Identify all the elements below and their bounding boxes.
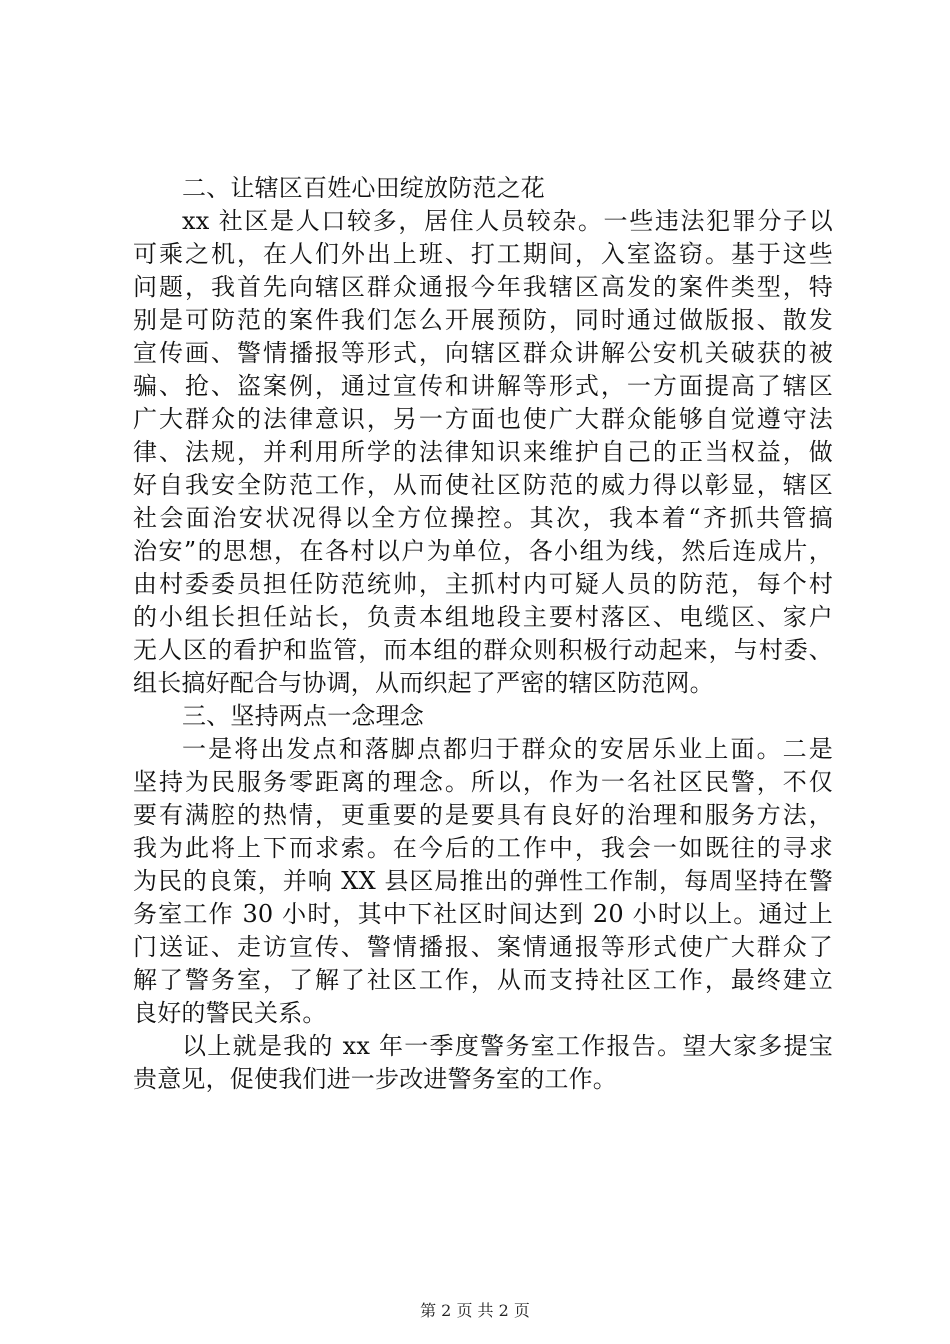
text-line: 的小组长担任站长，负责本组地段主要村落区、电缆区、家户 (133, 603, 833, 631)
page-footer: 第 2 页 共 2 页 (420, 1301, 530, 1320)
text-line: 社会面治安状况得以全方位操控。其次，我本着“齐抓共管搞 (133, 504, 833, 532)
text-line: 好自我安全防范工作，从而使社区防范的威力得以彰显，辖区 (133, 471, 833, 499)
text-line: 良好的警民关系。 (133, 999, 327, 1027)
text-line: 组长搞好配合与协调，从而织起了严密的辖区防范网。 (133, 669, 714, 697)
text-line: 治安”的思想，在各村以户为单位，各小组为线，然后连成片， (133, 537, 833, 565)
text-line: 一是将出发点和落脚点都归于群众的安居乐业上面。二是 (182, 735, 833, 763)
text-line: xx 社区是人口较多，居住人员较杂。一些违法犯罪分子以 (182, 207, 833, 235)
text-line: 要有满腔的热情，更重要的是要具有良好的治理和服务方法， (133, 801, 833, 829)
text-line: 宣传画、警情播报等形式，向辖区群众讲解公安机关破获的被 (133, 339, 833, 367)
paragraph (133, 733, 833, 1030)
section-heading (133, 172, 833, 205)
document-body (133, 172, 833, 1096)
text-line: 贵意见，促使我们进一步改进警务室的工作。 (133, 1065, 617, 1093)
text-line: 问题，我首先向辖区群众通报今年我辖区高发的案件类型，特 (133, 273, 833, 301)
text-line: 可乘之机，在人们外出上班、打工期间，入室盗窃。基于这些 (133, 240, 833, 268)
text-line: 二、让辖区百姓心田绽放防范之花 (182, 174, 545, 202)
text-line: 我为此将上下而求索。在今后的工作中，我会一如既往的寻求 (133, 834, 833, 862)
text-line: 律、法规，并利用所学的法律知识来维护自己的正当权益，做 (133, 438, 833, 466)
text-line: 门送证、走访宣传、警情播报、案情通报等形式使广大群众了 (133, 933, 833, 961)
text-line: 坚持为民服务零距离的理念。所以，作为一名社区民警，不仅 (133, 768, 833, 796)
text-line: 解了警务室，了解了社区工作，从而支持社区工作，最终建立 (133, 966, 833, 994)
text-line: 别是可防范的案件我们怎么开展预防，同时通过做版报、散发 (133, 306, 833, 334)
section-heading (133, 700, 833, 733)
paragraph (133, 1030, 833, 1096)
text-line: 骗、抢、盗案例，通过宣传和讲解等形式，一方面提高了辖区 (133, 372, 833, 400)
text-line: 务室工作 30 小时，其中下社区时间达到 20 小时以上。通过上 (133, 900, 833, 928)
text-line: 无人区的看护和监管，而本组的群众则积极行动起来，与村委、 (133, 636, 833, 664)
text-line: 由村委委员担任防范统帅，主抓村内可疑人员的防范，每个村 (133, 570, 833, 598)
text-line: 广大群众的法律意识，另一方面也使广大群众能够自觉遵守法 (133, 405, 833, 433)
text-line: 三、坚持两点一念理念 (182, 702, 424, 730)
text-line: 为民的良策，并响 XX 县区局推出的弹性工作制，每周坚持在警 (133, 867, 833, 895)
paragraph (133, 205, 833, 700)
text-line: 以上就是我的 xx 年一季度警务室工作报告。望大家多提宝 (182, 1032, 833, 1060)
